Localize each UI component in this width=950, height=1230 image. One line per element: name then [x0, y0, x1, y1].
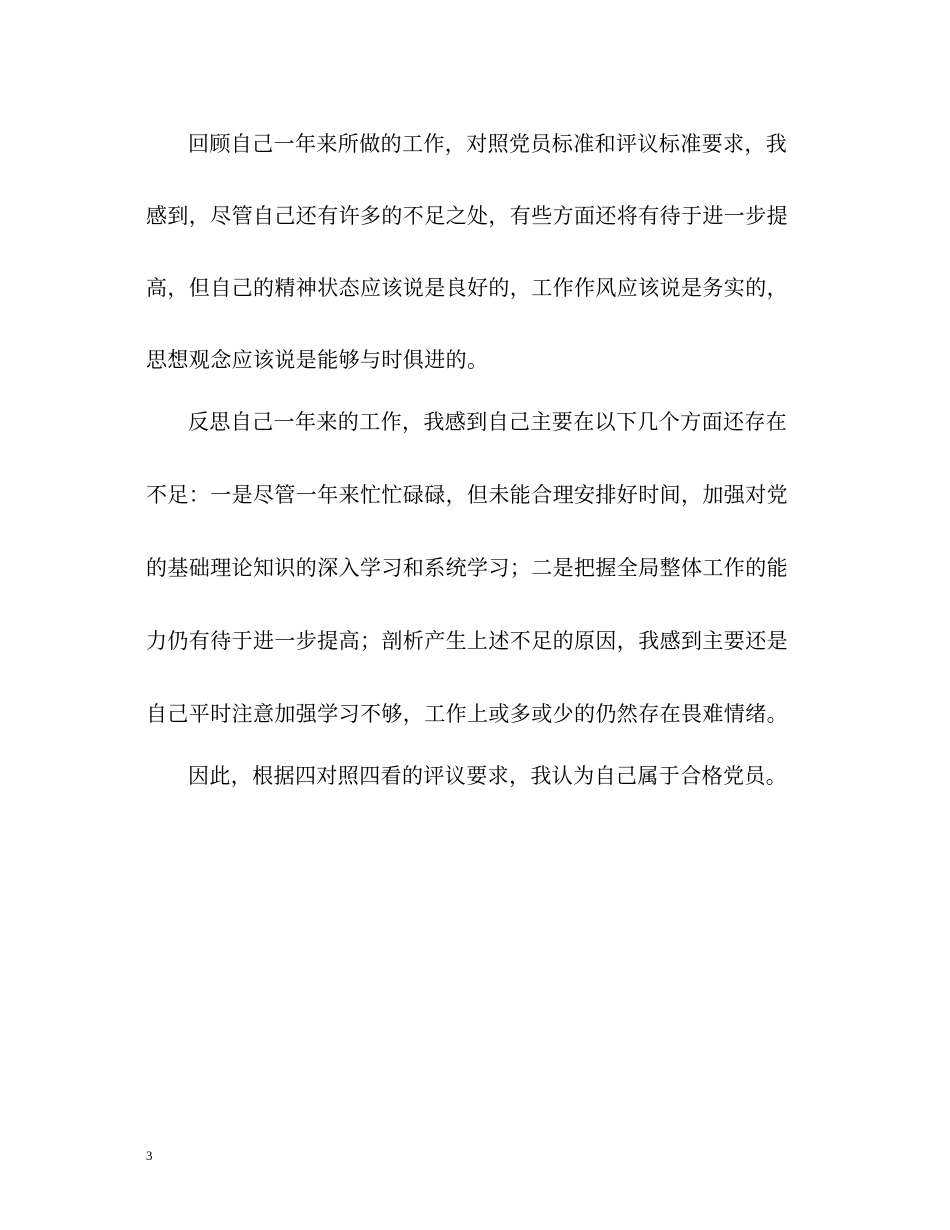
paragraph-1-line-2: 感到，尽管自己还有许多的不足之处，有些方面还将有待于进一步提	[146, 204, 788, 228]
paragraph-2-line-2: 不足：一是尽管一年来忙忙碌碌，但未能合理安排好时间，加强对党	[146, 483, 788, 507]
paragraph-2-line-4: 力仍有待于进一步提高；剖析产生上述不足的原因，我感到主要还是	[146, 629, 788, 653]
paragraph-1-line-3: 高，但自己的精神状态应该说是良好的，工作作风应该说是务实的，	[146, 276, 788, 300]
paragraph-1-line-4: 思想观念应该说是能够与时俱进的。	[146, 348, 489, 372]
paragraph-1-line-1: 回顾自己一年来所做的工作，对照党员标准和评议标准要求，我	[188, 132, 788, 156]
page-number: 3	[146, 1148, 153, 1163]
paragraph-2-line-3: 的基础理论知识的深入学习和系统学习；二是把握全局整体工作的能	[146, 556, 788, 580]
paragraph-2-line-1: 反思自己一年来的工作，我感到自己主要在以下几个方面还存在	[188, 410, 788, 434]
paragraph-3-line-1: 因此，根据四对照四看的评议要求，我认为自己属于合格党员。	[188, 764, 788, 788]
paragraph-2-line-5: 自己平时注意加强学习不够，工作上或多或少的仍然存在畏难情绪。	[146, 702, 788, 726]
